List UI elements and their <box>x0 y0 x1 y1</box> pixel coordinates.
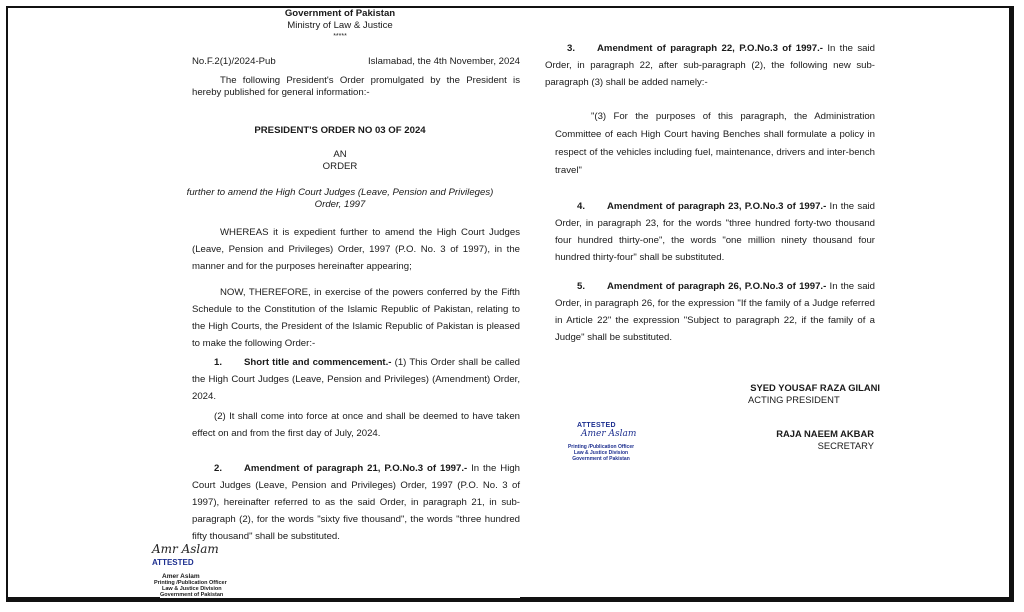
stamp-role-2: Law & Justice Division <box>573 450 629 456</box>
section-2-number: 2. <box>214 463 223 474</box>
section-4-heading: Amendment of paragraph 23, P.O.No.3 of 1997.- <box>607 201 827 212</box>
section-1-text: (1) This Order shall be called the High Court Judges (Leave, Pension and Privileges) (Amendment) Order, 2024. <box>192 357 520 402</box>
stamp-attested-label: ATTESTED <box>577 422 616 429</box>
attested-role-2: Law & Justice Division <box>162 586 222 592</box>
whereas-paragraph: WHEREAS it is expedient further to amend the High Court Judges (Leave, Pension and Privileges) Order, 1997 (P.O. No. 3 of 1997), in the manner and for the purposes hereinafter appearing; <box>192 227 520 272</box>
section-3 <box>545 40 875 91</box>
order-subtitle-line2: Order, 1997 <box>314 199 366 210</box>
right-page <box>545 30 880 480</box>
section-5-heading: Amendment of paragraph 26, P.O.No.3 of 1997.- <box>607 281 827 292</box>
intro-paragraph: The following President's Order promulgated by the President is hereby published for general information:- <box>192 75 520 98</box>
now-therefore-paragraph: NOW, THEREFORE, in exercise of the powers conferred by the Fifth Schedule to the Constitution of the Islamic Republic of Pakistan, relating to the High Courts, the President of the Islamic Republic of Pakistan is pleased to make the following Order:- <box>192 287 520 349</box>
president-name: SYED YOUSAF RAZA GILANI <box>750 382 880 393</box>
section-2-heading: Amendment of paragraph 21, P.O.No.3 of 1997.- <box>244 463 468 474</box>
order-an: AN <box>333 149 347 160</box>
attested-role-1: Printing /Publication Officer <box>154 580 227 586</box>
section-4 <box>555 198 875 266</box>
reference-number: No.F.2(1)/2024-Pub <box>192 56 276 67</box>
left-page <box>152 8 520 598</box>
attested-label: ATTESTED <box>152 558 194 567</box>
attested-signature: Amr Aslam <box>152 542 219 556</box>
section-1-heading: Short title and commencement.- <box>244 357 392 368</box>
stamp-role-1: Printing /Publication Officer <box>567 444 635 450</box>
stars: ***** <box>333 33 347 40</box>
quoted-subparagraph: "(3) For the purposes of this paragraph, the Administration Committee of each High Court having Benches shall formulate a policy in respect of the vehicles including fuel, maintenance, drivers and inter-bench travel" <box>555 111 875 176</box>
section-1-subsection-2: (2) It shall come into force at once and shall be deemed to have taken effect on and from the first day of July, 2024. <box>192 411 520 439</box>
attested-stamp <box>565 422 637 474</box>
section-3-number: 3. <box>567 43 576 54</box>
section-1-number: 1. <box>214 357 223 368</box>
secretary-name: RAJA NAEEM AKBAR <box>776 428 874 439</box>
stamp-signature: Amer Aslam <box>581 429 637 439</box>
section-3-text: In the said Order, in paragraph 22, after sub-paragraph (2), the following new sub-paragraph (3) shall be added namely:- <box>545 43 875 88</box>
section-5-text: In the said Order, in paragraph 26, for the expression "If the family of a Judge referred in Article 22" the expression "Subject to paragraph 22, if the family of a Judge" shall be substituted. <box>555 281 875 343</box>
order-word: ORDER <box>322 161 358 172</box>
secretary-title: SECRETARY <box>817 440 874 451</box>
section-3-heading: Amendment of paragraph 22, P.O.No.3 of 1997.- <box>597 43 823 54</box>
attested-name: Amer Aslam <box>162 573 200 580</box>
section-2-text: In the High Court Judges (Leave, Pension and Privileges) Order, 1997 (P.O. No. 3 of 1997), hereinafter referred to as the said Order, in paragraph 21, in sub-paragraph (2), for the words "sixty five thousand", the words "three hundred fifty thousand" shall be substituted. <box>192 463 520 542</box>
order-title: PRESIDENT'S ORDER NO 03 OF 2024 <box>254 125 426 136</box>
gov-heading: Government of Pakistan <box>284 8 396 19</box>
section-2 <box>192 460 520 545</box>
section-4-text: In the said Order, in paragraph 23, for the words "three hundred forty-two thousand four hundred thirty-one", the words "one million ninety thousand four hundred thirty-four" shall be substituted. <box>555 201 875 263</box>
section-4-number: 4. <box>577 201 586 212</box>
place-date: Islamabad, the 4th November, 2024 <box>368 56 520 67</box>
order-subtitle-line1: further to amend the High Court Judges (Leave, Pension and Privileges) <box>186 187 494 198</box>
attested-role-3: Government of Pakistan <box>160 592 224 598</box>
ministry-heading: Ministry of Law & Justice <box>287 20 393 31</box>
section-1 <box>192 354 520 405</box>
president-title: ACTING PRESIDENT <box>748 394 840 405</box>
stamp-role-3: Government of Pakistan <box>572 456 630 462</box>
section-5 <box>555 278 875 346</box>
section-5-number: 5. <box>577 281 586 292</box>
